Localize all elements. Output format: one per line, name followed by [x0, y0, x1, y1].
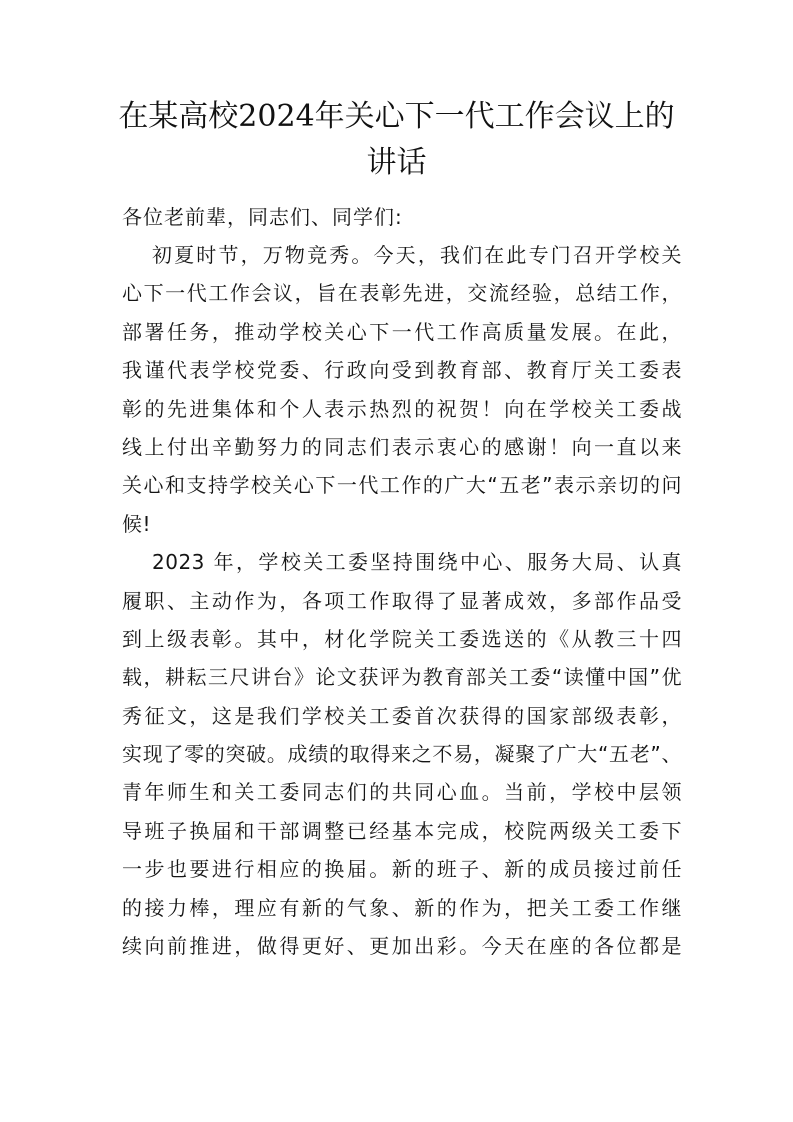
- paragraph-line: 到上级表彰。其中，材化学院关工委选送的《从教三十四: [122, 626, 682, 651]
- paragraph-line: 关心和支持学校关心下一代工作的广大“五老”表示亲切的问: [122, 473, 682, 498]
- paragraph-line: 候!: [122, 511, 152, 536]
- paragraph-line: 部署任务，推动学校关心下一代工作高质量发展。在此，: [122, 319, 682, 344]
- paragraph-line: 2023 年，学校关工委坚持围绕中心、服务大局、认真: [152, 550, 682, 575]
- salutation: 各位老前辈，同志们、同学们:: [122, 205, 403, 229]
- document-title: [110, 94, 683, 186]
- paragraph-line: 青年师生和关工委同志们的共同心血。当前，学校中层领: [122, 780, 682, 805]
- paragraph-line: 我谨代表学校党委、行政向受到教育部、教育厅关工委表: [122, 358, 682, 383]
- paragraph-line: 履职、主动作为，各项工作取得了显著成效，多部作品受: [122, 588, 682, 613]
- paragraph-line: 导班子换届和干部调整已经基本完成，校院两级关工委下: [122, 818, 682, 843]
- paragraph-line: 一步也要进行相应的换届。新的班子、新的成员接过前任: [122, 857, 682, 882]
- paragraph-2: [122, 543, 682, 965]
- title-line-2: 讲话: [366, 145, 427, 180]
- paragraph-line: 心下一代工作会议，旨在表彰先进，交流经验，总结工作，: [122, 281, 682, 306]
- paragraph-1: [122, 236, 682, 543]
- paragraph-line: 彰的先进集体和个人表示热烈的祝贺！向在学校关工委战: [122, 396, 682, 421]
- paragraph-line: 线上付出辛勤努力的同志们表示衷心的感谢！向一直以来: [122, 434, 682, 459]
- paragraph-line: 的接力棒，理应有新的气象、新的作为，把关工委工作继: [122, 895, 682, 920]
- paragraph-line: 初夏时节，万物竞秀。今天，我们在此专门召开学校关: [152, 243, 682, 267]
- paragraph-line: 实现了零的突破。成绩的取得来之不易，凝聚了广大“五老”、: [122, 742, 682, 767]
- paragraph-line: 续向前推进，做得更好、更加出彩。今天在座的各位都是: [122, 934, 682, 959]
- title-line-1: 在某高校2024年关心下一代工作会议上的: [118, 99, 675, 134]
- paragraph-line: 秀征文，这是我们学校关工委首次获得的国家部级表彰，: [122, 703, 682, 728]
- paragraph-line: 载，耕耘三尺讲台》论文获评为教育部关工委“读懂中国”优: [122, 665, 682, 690]
- document-body: [122, 198, 682, 965]
